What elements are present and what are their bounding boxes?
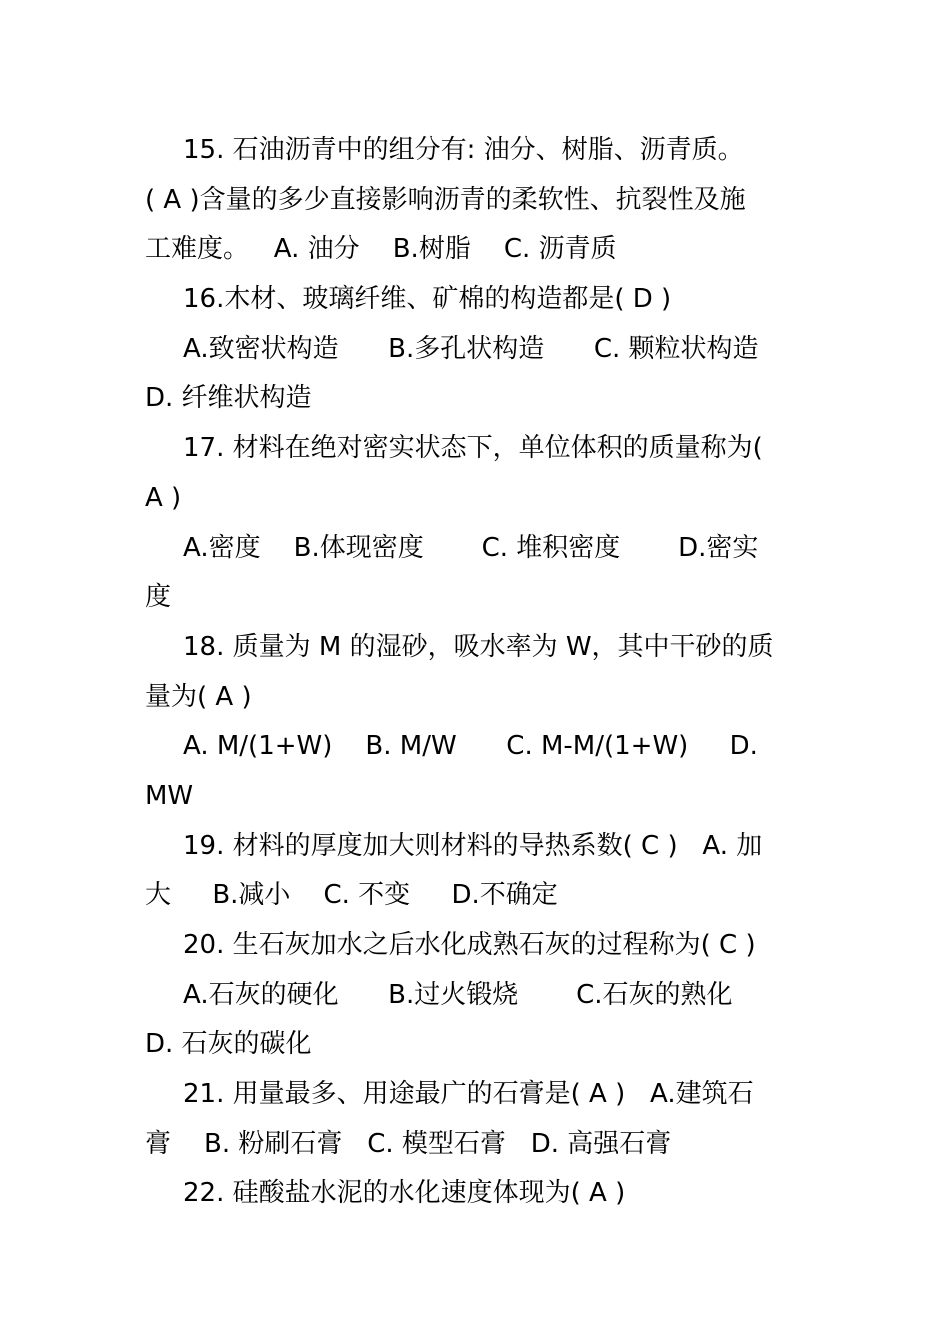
text-line: 工难度。 A. 油分 B.树脂 C. 沥青质 [145, 234, 617, 265]
text-line: A. M/(1+W) B. M/W C. M-M/(1+W) D. [183, 731, 758, 762]
text-line: ( A )含量的多少直接影响沥青的柔软性、抗裂性及施 [145, 184, 746, 215]
text-line: A.石灰的硬化 B.过火锻烧 C.石灰的熟化 [183, 979, 733, 1010]
text-line: 19. 材料的厚度加大则材料的导热系数( C ) A. 加 [183, 830, 763, 861]
text-line: 18. 质量为 M 的湿砂，吸水率为 W，其中干砂的质 [183, 631, 774, 662]
text-line: A ) [145, 482, 182, 513]
text-line: 17. 材料在绝对密实状态下，单位体积的质量称为( [183, 433, 763, 464]
text-line: 15. 石油沥青中的组分有: 油分、树脂、沥青质。 [183, 135, 744, 165]
text-line: A.密度 B.体现密度 C. 堆积密度 D.密实 [183, 532, 759, 563]
text-line: D. 石灰的碳化 [145, 1029, 312, 1060]
text-line: 大 B.减小 C. 不变 D.不确定 [145, 880, 558, 911]
text-line: 22. 硅酸盐水泥的水化速度体现为( A ) [183, 1178, 626, 1209]
text-line: 度 [145, 582, 172, 613]
text-line: 16.木材、玻璃纤维、矿棉的构造都是( D ) [183, 284, 672, 315]
text-line: 21. 用量最多、用途最广的石膏是( A ) A.建筑石 [183, 1079, 754, 1110]
text-line: 膏 B. 粉刷石膏 C. 模型石膏 D. 高强石膏 [145, 1128, 672, 1159]
text-line: 量为( A ) [145, 681, 252, 712]
text-line: A.致密状构造 B.多孔状构造 C. 颗粒状构造 [183, 333, 759, 364]
text-line: D. 纤维状构造 [145, 383, 312, 414]
text-line: 20. 生石灰加水之后水化成熟石灰的过程称为( C ) [183, 930, 756, 960]
text-line: MW [145, 780, 194, 811]
document-body [145, 126, 815, 1219]
